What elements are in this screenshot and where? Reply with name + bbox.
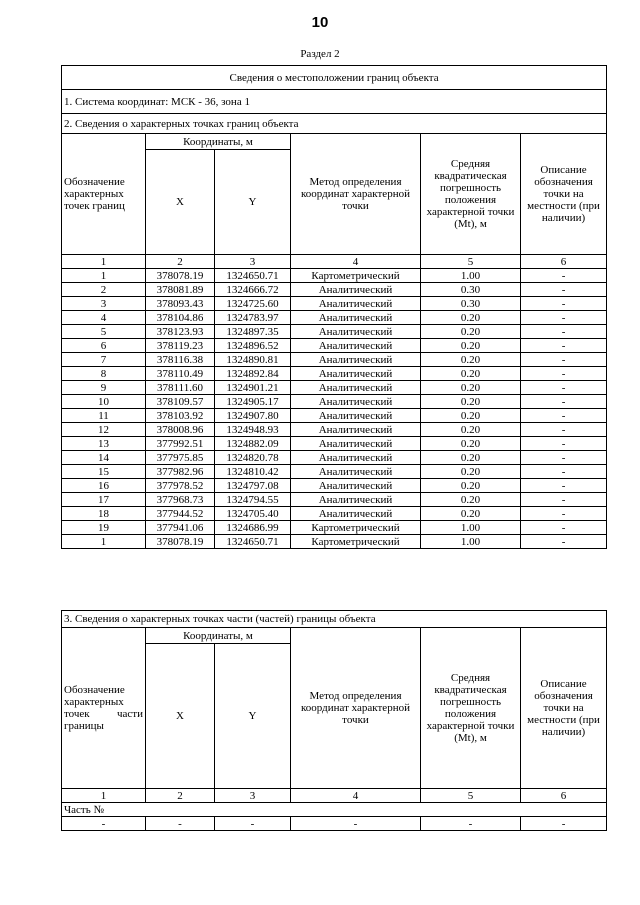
- column-number: 5: [421, 789, 521, 803]
- point-description: -: [521, 507, 607, 521]
- point-y: 1324810.42: [215, 465, 291, 479]
- page-number: 10: [311, 14, 329, 31]
- point-method: Аналитический: [291, 479, 421, 493]
- point-description: -: [521, 269, 607, 283]
- point-y: 1324897.35: [215, 325, 291, 339]
- column-number: 1: [62, 255, 146, 269]
- point-number: 8: [62, 367, 146, 381]
- point-number: 13: [62, 437, 146, 451]
- boundary-points-table: [61, 65, 607, 549]
- header-point-designation: Обозначение характерных точек границ: [62, 134, 146, 255]
- point-mt: 0.20: [421, 395, 521, 409]
- point-number: 10: [62, 395, 146, 409]
- coord-system: 1. Система координат: МСК - 36, зона 1: [62, 90, 607, 114]
- column-number: 1: [62, 789, 146, 803]
- point-description: -: [521, 283, 607, 297]
- point-description: -: [521, 437, 607, 451]
- table-row: [62, 297, 607, 311]
- point-description: -: [521, 451, 607, 465]
- column-number: 4: [291, 789, 421, 803]
- point-number: 2: [62, 283, 146, 297]
- point-mt: 1.00: [421, 521, 521, 535]
- point-number: 7: [62, 353, 146, 367]
- column-number: 2: [146, 255, 215, 269]
- point-x: 378093.43: [146, 297, 215, 311]
- point-mt: 0.20: [421, 381, 521, 395]
- point-description: -: [521, 395, 607, 409]
- point-description: -: [521, 409, 607, 423]
- table-row: [62, 381, 607, 395]
- table-row: [62, 339, 607, 353]
- point-description: -: [521, 535, 607, 549]
- point-x: 378103.92: [146, 409, 215, 423]
- point-mt: 0.20: [421, 353, 521, 367]
- point-method: Аналитический: [291, 353, 421, 367]
- point-x: 378078.19: [146, 535, 215, 549]
- point-x: 377975.85: [146, 451, 215, 465]
- point-y: 1324892.84: [215, 367, 291, 381]
- point-mt: 0.30: [421, 283, 521, 297]
- header3-coordinates: Координаты, м: [146, 628, 291, 644]
- point-y: 1324794.55: [215, 493, 291, 507]
- point-y: 1324907.80: [215, 409, 291, 423]
- column-number: 3: [215, 789, 291, 803]
- point-method: Аналитический: [291, 395, 421, 409]
- point-number: 11: [62, 409, 146, 423]
- point-mt: 0.20: [421, 311, 521, 325]
- section-label: Раздел 2: [300, 48, 340, 60]
- section2-title: 2. Сведения о характерных точках границ объекта: [62, 114, 607, 134]
- empty-cell: -: [215, 817, 291, 831]
- point-x: 378081.89: [146, 283, 215, 297]
- point-x: 377992.51: [146, 437, 215, 451]
- point-mt: 0.20: [421, 493, 521, 507]
- point-y: 1324666.72: [215, 283, 291, 297]
- point-y: 1324650.71: [215, 269, 291, 283]
- point-x: 378078.19: [146, 269, 215, 283]
- main-title: Сведения о местоположении границ объекта: [62, 66, 607, 90]
- table-row: [62, 451, 607, 465]
- table-row: [62, 311, 607, 325]
- point-method: Аналитический: [291, 297, 421, 311]
- point-x: 378123.93: [146, 325, 215, 339]
- empty-cell: -: [291, 817, 421, 831]
- point-mt: 0.20: [421, 409, 521, 423]
- table-row: [62, 437, 607, 451]
- point-mt: 0.20: [421, 437, 521, 451]
- point-mt: 0.20: [421, 451, 521, 465]
- point-method: Картометрический: [291, 521, 421, 535]
- empty-cell: -: [146, 817, 215, 831]
- table-row: [62, 283, 607, 297]
- empty-cell: -: [521, 817, 607, 831]
- empty-cell: -: [421, 817, 521, 831]
- point-y: 1324705.40: [215, 507, 291, 521]
- point-x: 377968.73: [146, 493, 215, 507]
- point-number: 4: [62, 311, 146, 325]
- point-y: 1324650.71: [215, 535, 291, 549]
- point-method: Аналитический: [291, 493, 421, 507]
- point-description: -: [521, 297, 607, 311]
- table-row: [62, 367, 607, 381]
- point-mt: 0.20: [421, 325, 521, 339]
- part-label: Часть №: [62, 803, 607, 817]
- table-row: [62, 493, 607, 507]
- part-points-table: [61, 610, 607, 831]
- column-number: 4: [291, 255, 421, 269]
- point-description: -: [521, 479, 607, 493]
- column-number: 6: [521, 255, 607, 269]
- point-y: 1324882.09: [215, 437, 291, 451]
- point-description: -: [521, 423, 607, 437]
- point-method: Картометрический: [291, 535, 421, 549]
- table-row: [62, 423, 607, 437]
- column-number: 3: [215, 255, 291, 269]
- point-mt: 0.20: [421, 507, 521, 521]
- point-method: Аналитический: [291, 451, 421, 465]
- header-x: X: [146, 150, 215, 255]
- header3-description: Описание обозначения точки на местности (при наличии): [521, 628, 607, 789]
- table-row: [62, 535, 607, 549]
- point-description: -: [521, 339, 607, 353]
- point-description: -: [521, 465, 607, 479]
- point-x: 378110.49: [146, 367, 215, 381]
- header3-rmse: Средняя квадратическая погрешность положения характерной точки (Mt), м: [421, 628, 521, 789]
- point-number: 5: [62, 325, 146, 339]
- point-number: 15: [62, 465, 146, 479]
- section3-title: 3. Сведения о характерных точках части (частей) границы объекта: [62, 611, 607, 628]
- table-row: [62, 325, 607, 339]
- point-method: Аналитический: [291, 311, 421, 325]
- point-number: 12: [62, 423, 146, 437]
- column-number: 5: [421, 255, 521, 269]
- point-x: 377941.06: [146, 521, 215, 535]
- point-method: Аналитический: [291, 423, 421, 437]
- empty-cell: -: [62, 817, 146, 831]
- point-mt: 0.20: [421, 339, 521, 353]
- point-number: 1: [62, 269, 146, 283]
- point-method: Аналитический: [291, 367, 421, 381]
- point-y: 1324725.60: [215, 297, 291, 311]
- point-method: Аналитический: [291, 339, 421, 353]
- point-number: 1: [62, 535, 146, 549]
- header-method: Метод определения координат характерной точки: [291, 134, 421, 255]
- column-numbers-row: [62, 789, 607, 803]
- point-mt: 0.20: [421, 367, 521, 381]
- point-x: 377978.52: [146, 479, 215, 493]
- point-x: 377982.96: [146, 465, 215, 479]
- point-x: 378109.57: [146, 395, 215, 409]
- point-number: 17: [62, 493, 146, 507]
- point-y: 1324901.21: [215, 381, 291, 395]
- header-coordinates: Координаты, м: [146, 134, 291, 150]
- point-mt: 1.00: [421, 269, 521, 283]
- point-mt: 1.00: [421, 535, 521, 549]
- point-number: 18: [62, 507, 146, 521]
- column-numbers-row: [62, 255, 607, 269]
- header-rmse: Средняя квадратическая погрешность положения характерной точки (Mt), м: [421, 134, 521, 255]
- point-mt: 0.30: [421, 297, 521, 311]
- point-method: Аналитический: [291, 283, 421, 297]
- table-row: [62, 507, 607, 521]
- point-y: 1324783.97: [215, 311, 291, 325]
- point-method: Аналитический: [291, 507, 421, 521]
- point-method: Аналитический: [291, 437, 421, 451]
- table-row: [62, 409, 607, 423]
- point-x: 378111.60: [146, 381, 215, 395]
- point-description: -: [521, 493, 607, 507]
- header3-point-designation: Обозначение характерных точек части границы: [62, 628, 146, 789]
- point-number: 14: [62, 451, 146, 465]
- point-number: 3: [62, 297, 146, 311]
- point-y: 1324896.52: [215, 339, 291, 353]
- point-number: 19: [62, 521, 146, 535]
- table-row: [62, 353, 607, 367]
- header-description: Описание обозначения точки на местности (при наличии): [521, 134, 607, 255]
- point-x: 378008.96: [146, 423, 215, 437]
- header-y: Y: [215, 150, 291, 255]
- point-number: 9: [62, 381, 146, 395]
- point-description: -: [521, 521, 607, 535]
- point-y: 1324890.81: [215, 353, 291, 367]
- point-method: Аналитический: [291, 325, 421, 339]
- point-mt: 0.20: [421, 465, 521, 479]
- table-row: [62, 465, 607, 479]
- point-description: -: [521, 367, 607, 381]
- point-x: 378119.23: [146, 339, 215, 353]
- point-description: -: [521, 381, 607, 395]
- point-y: 1324686.99: [215, 521, 291, 535]
- point-y: 1324948.93: [215, 423, 291, 437]
- point-x: 378116.38: [146, 353, 215, 367]
- point-description: -: [521, 353, 607, 367]
- point-y: 1324820.78: [215, 451, 291, 465]
- point-method: Аналитический: [291, 381, 421, 395]
- point-number: 6: [62, 339, 146, 353]
- table-row: [62, 479, 607, 493]
- header3-method: Метод определения координат характерной точки: [291, 628, 421, 789]
- header3-x: X: [146, 644, 215, 789]
- point-x: 378104.86: [146, 311, 215, 325]
- point-description: -: [521, 311, 607, 325]
- table-row: [62, 521, 607, 535]
- point-method: Картометрический: [291, 269, 421, 283]
- point-mt: 0.20: [421, 479, 521, 493]
- point-method: Аналитический: [291, 465, 421, 479]
- column-number: 2: [146, 789, 215, 803]
- point-y: 1324797.08: [215, 479, 291, 493]
- column-number: 6: [521, 789, 607, 803]
- header3-y: Y: [215, 644, 291, 789]
- point-description: -: [521, 325, 607, 339]
- point-number: 16: [62, 479, 146, 493]
- table-row: [62, 395, 607, 409]
- table-row: [62, 817, 607, 831]
- point-x: 377944.52: [146, 507, 215, 521]
- point-method: Аналитический: [291, 409, 421, 423]
- point-y: 1324905.17: [215, 395, 291, 409]
- table-row: [62, 269, 607, 283]
- point-mt: 0.20: [421, 423, 521, 437]
